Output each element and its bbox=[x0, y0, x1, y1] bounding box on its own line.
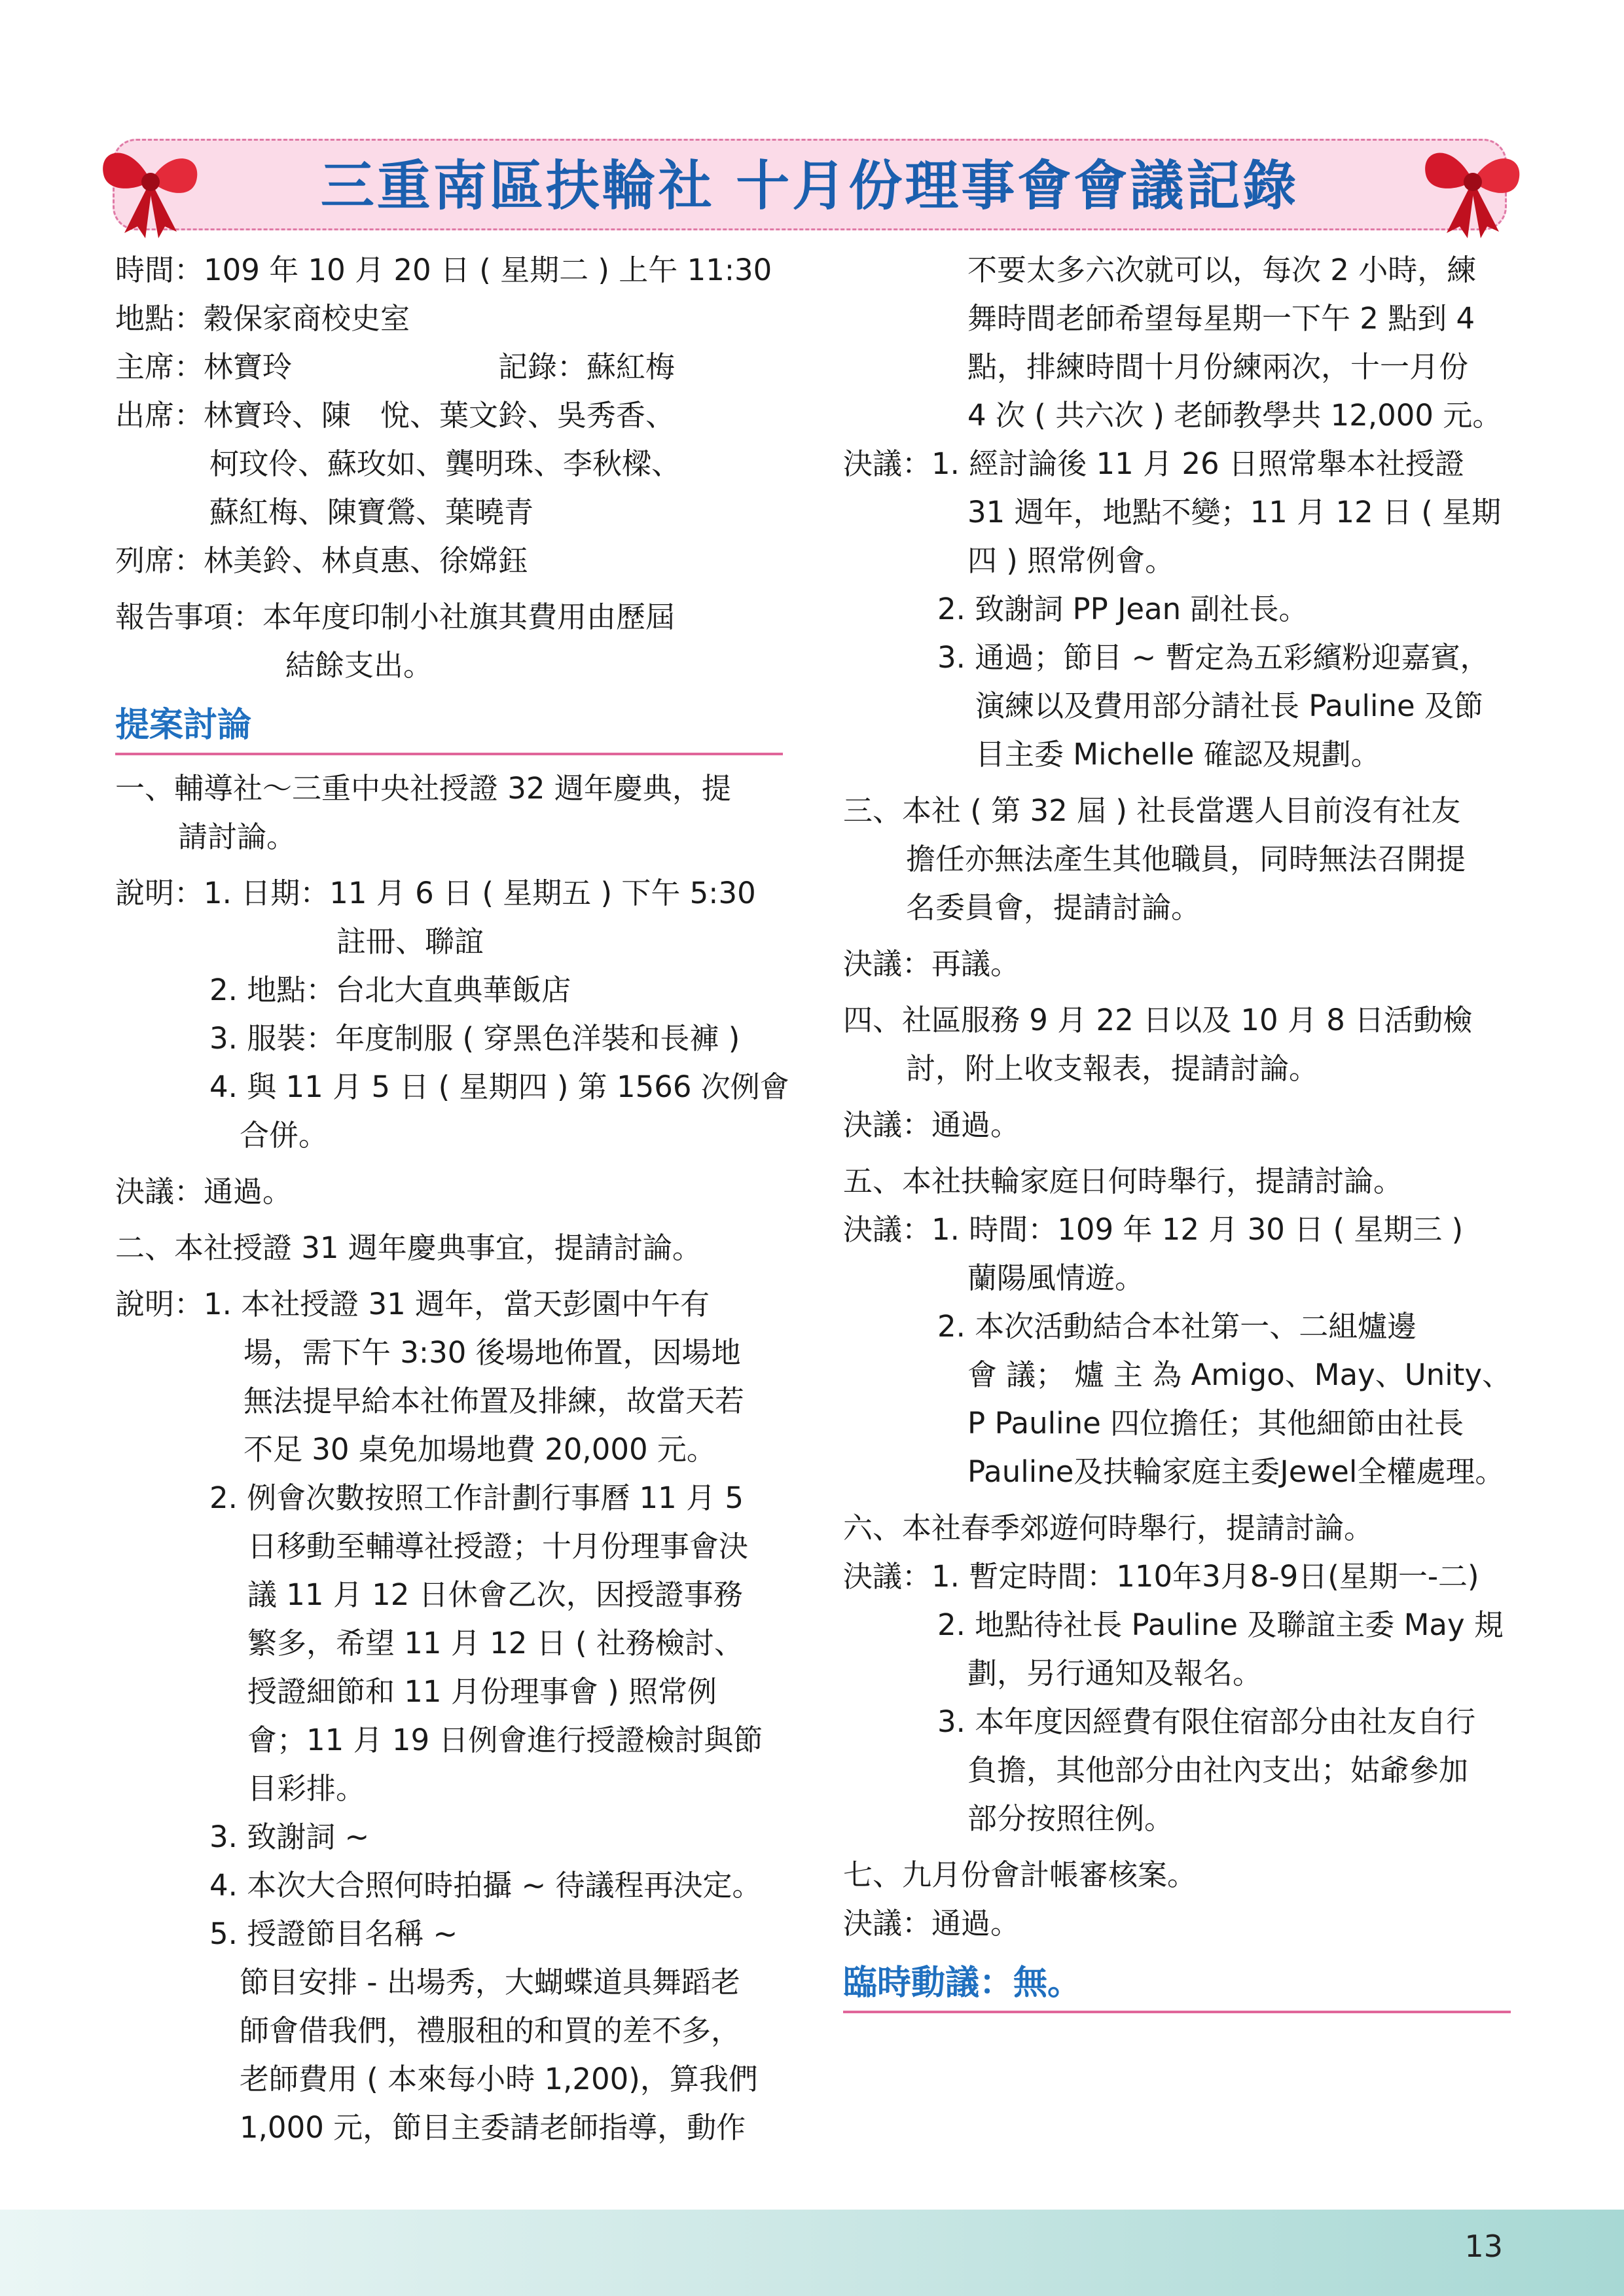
text-line: 師會借我們，禮服租的和買的差不多， bbox=[240, 2013, 741, 2048]
text-line: 決議：再議。 bbox=[843, 946, 1020, 981]
text-line: 擔任亦無法產生其他職員，同時無法召開提 bbox=[906, 842, 1466, 876]
text-line: 目彩排。 bbox=[247, 1771, 366, 1806]
text-line: 七、九月份會計帳審核案。 bbox=[843, 1857, 1197, 1892]
text-line: 名委員會，提請討論。 bbox=[906, 890, 1201, 925]
text-line: 合併。 bbox=[240, 1118, 329, 1153]
text-line: 討，附上收支報表，提請討論。 bbox=[906, 1051, 1319, 1086]
text-line: 演練以及費用部分請社長 Pauline 及節 bbox=[975, 689, 1484, 723]
text-line: 不要太多六次就可以，每次 2 小時，練 bbox=[967, 253, 1477, 287]
text-line: 31 週年，地點不變；11 月 12 日 ( 星期 bbox=[967, 495, 1502, 529]
text-line: 決議：1. 經討論後 11 月 26 日照常舉本社授證 bbox=[843, 446, 1464, 481]
line-gap bbox=[115, 1160, 783, 1168]
text-line: 負擔，其他部分由社內支出；姑爺參加 bbox=[967, 1753, 1469, 1787]
section-heading: 臨時動議：無。 bbox=[843, 1957, 1511, 2013]
text-line: 決議：1. 暫定時間：110年3月8-9日(星期一-二) bbox=[843, 1559, 1479, 1594]
text-line: 五、本社扶輪家庭日何時舉行，提請討論。 bbox=[843, 1164, 1403, 1198]
text-line: 無法提早給本社佈置及排練，故當天若 bbox=[244, 1384, 745, 1418]
ribbon-bow-icon bbox=[92, 128, 209, 240]
text-line: 2. 例會次數按照工作計劃行事曆 11 月 5 bbox=[209, 1480, 744, 1515]
page-title: 三重南區扶輪社 十月份理事會會議記錄 bbox=[320, 155, 1299, 217]
line-gap bbox=[843, 988, 1511, 996]
text-line: 結餘支出。 bbox=[285, 648, 433, 683]
text-line: 四、社區服務 9 月 22 日以及 10 月 8 日活動檢 bbox=[843, 1003, 1473, 1037]
text-line: 決議：1. 時間：109 年 12 月 30 日 ( 星期三 ) bbox=[843, 1212, 1464, 1247]
text-line: 三、本社 ( 第 32 屆 ) 社長當選人目前沒有社友 bbox=[843, 793, 1461, 828]
line-gap bbox=[843, 1843, 1511, 1851]
text-line: 地點：穀保家商校史室 bbox=[115, 301, 410, 336]
text-line: 繁多，希望 11 月 12 日 ( 社務檢討、 bbox=[247, 1626, 744, 1660]
line-gap bbox=[843, 1496, 1511, 1504]
text-line: 1,000 元，節目主委請老師指導，動作 bbox=[240, 2110, 746, 2145]
text-line: 部分按照往例。 bbox=[967, 1801, 1174, 1836]
text-line: 會 議； 爐 主 為 Amigo、May、Unity、 bbox=[967, 1357, 1512, 1392]
text-line: 場，需下午 3:30 後場地佈置，因場地 bbox=[244, 1335, 741, 1370]
line-gap bbox=[843, 932, 1511, 940]
text-line: 2. 地點：台北大直典華飯店 bbox=[209, 973, 571, 1007]
text-line: Pauline及扶輪家庭主委Jewel全權處理。 bbox=[967, 1454, 1505, 1489]
text-line: 節目安排 - 出場秀，大蝴蝶道具舞蹈老 bbox=[240, 1965, 740, 2000]
text-line: 3. 通過；節目 ~ 暫定為五彩繽粉迎嘉賓， bbox=[937, 640, 1490, 675]
line-gap bbox=[115, 861, 783, 869]
text-line: 說明：1. 本社授證 31 週年，當天彭園中午有 bbox=[115, 1287, 710, 1321]
text-line: 六、本社春季郊遊何時舉行，提請討論。 bbox=[843, 1511, 1374, 1545]
text-line: 決議：通過。 bbox=[843, 1906, 1020, 1941]
line-gap bbox=[843, 1149, 1511, 1157]
text-line: 點，排練時間十月份練兩次，十一月份 bbox=[967, 350, 1469, 384]
text-line: 蘭陽風情遊。 bbox=[967, 1261, 1145, 1295]
line-gap bbox=[115, 585, 783, 593]
text-line: 議 11 月 12 日休會乙次，因授證事務 bbox=[247, 1577, 743, 1612]
text-line: 二、本社授證 31 週年慶典事宜，提請討論。 bbox=[115, 1230, 702, 1265]
text-line: 4. 本次大合照何時拍攝 ~ 待議程再決定。 bbox=[209, 1868, 762, 1903]
line-gap bbox=[115, 1272, 783, 1280]
text-line: 3. 服裝：年度制服 ( 穿黑色洋裝和長褲 ) bbox=[209, 1021, 740, 1056]
text-line: 老師費用 ( 本來每小時 1,200)，算我們 bbox=[240, 2062, 758, 2096]
text-line: 決議：通過。 bbox=[843, 1107, 1020, 1142]
line-gap bbox=[843, 779, 1511, 787]
text-line: 不足 30 桌免加場地費 20,000 元。 bbox=[244, 1432, 716, 1467]
text-line: 說明：1. 日期：11 月 6 日 ( 星期五 ) 下午 5:30 bbox=[115, 876, 756, 910]
title-banner bbox=[113, 139, 1507, 230]
text-line: 註冊、聯誼 bbox=[336, 924, 484, 959]
text-line: 請討論。 bbox=[178, 819, 297, 854]
text-line: 一、輔導社～三重中央社授證 32 週年慶典，提 bbox=[115, 771, 731, 806]
text-line: 舞時間老師希望每星期一下午 2 點到 4 bbox=[967, 301, 1475, 336]
section-heading: 提案討論 bbox=[115, 699, 783, 755]
text-line: 日移動至輔導社授證；十月份理事會決 bbox=[247, 1529, 749, 1564]
text-line: 劃，另行通知及報名。 bbox=[967, 1656, 1263, 1691]
ribbon-bow-icon bbox=[1414, 128, 1532, 240]
text-line: 蘇紅梅、陳寶鶯、葉曉青 bbox=[209, 495, 534, 529]
text-line: 柯玟伶、蘇玫如、龔明珠、李秋樑、 bbox=[209, 446, 681, 481]
text-line: 4. 與 11 月 5 日 ( 星期四 ) 第 1566 次例會 bbox=[209, 1069, 789, 1104]
text-line: 4 次 ( 共六次 ) 老師教學共 12,000 元。 bbox=[967, 398, 1502, 433]
text-line: 5. 授證節目名稱 ~ bbox=[209, 1916, 458, 1951]
text-line: 四 ) 照常例會。 bbox=[967, 543, 1175, 578]
line-gap bbox=[115, 1216, 783, 1224]
text-line: 3. 致謝詞 ~ bbox=[209, 1820, 370, 1854]
text-line: 決議：通過。 bbox=[115, 1174, 293, 1209]
text-line: 2. 致謝詞 PP Jean 副社長。 bbox=[937, 592, 1308, 626]
text-line: 2. 本次活動結合本社第一、二組爐邊 bbox=[937, 1309, 1417, 1344]
text-line: 2. 地點待社長 Pauline 及聯誼主委 May 規 bbox=[937, 1607, 1504, 1642]
text-line: 報告事項：本年度印制小社旗其費用由歷屆 bbox=[115, 600, 676, 634]
text-line: 會；11 月 19 日例會進行授證檢討與節 bbox=[247, 1723, 763, 1757]
text-line: 授證細節和 11 月份理事會 ) 照常例 bbox=[247, 1674, 717, 1709]
right-column bbox=[843, 246, 1511, 2022]
text-line: 時間：109 年 10 月 20 日 ( 星期二 ) 上午 11:30 bbox=[115, 253, 772, 287]
text-line: P Pauline 四位擔任；其他細節由社長 bbox=[967, 1406, 1464, 1441]
line-gap bbox=[843, 1093, 1511, 1101]
left-column bbox=[115, 246, 789, 2152]
footer-band bbox=[0, 2210, 1624, 2296]
text-line: 主席：林寶玲 記錄：蘇紅梅 bbox=[115, 350, 676, 384]
text-line: 出席：林寶玲、陳 悅、葉文鈴、吳秀香、 bbox=[115, 398, 676, 433]
text-line: 目主委 Michelle 確認及規劃。 bbox=[975, 737, 1380, 772]
page-number: 13 bbox=[1464, 2229, 1503, 2264]
text-line: 3. 本年度因經費有限住宿部分由社友自行 bbox=[937, 1704, 1476, 1739]
text-line: 列席：林美鈴、林貞惠、徐嫦鈺 bbox=[115, 543, 528, 578]
